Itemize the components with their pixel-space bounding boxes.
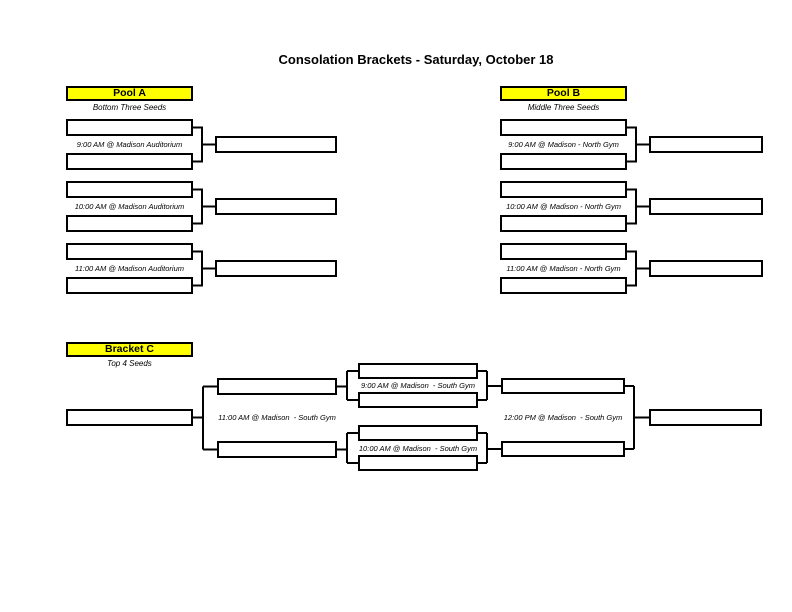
bracket-c-semi-2-loser-connector	[337, 433, 358, 463]
pool-b-match-2-label: 10:00 AM @ Madison - North Gym	[506, 202, 621, 211]
pool-a-header: Pool A	[66, 86, 193, 101]
bracket-c-game-1200-label: 12:00 PM @ Madison - South Gym	[503, 413, 623, 422]
pool-b-match-1-connector	[627, 128, 649, 162]
bracket-c-semi-2-winner-connector	[478, 433, 501, 463]
bracket-c-header: Bracket C	[66, 342, 193, 357]
pool-a-match-2-label: 10:00 AM @ Madison Auditorium	[74, 202, 185, 211]
pool-b-subtitle: Middle Three Seeds	[527, 103, 600, 112]
bracket-c-subtitle: Top 4 Seeds	[107, 359, 152, 368]
bracket-c-semi-1-winner-connector	[478, 371, 501, 400]
pool-a-subtitle: Bottom Three Seeds	[92, 103, 167, 112]
pool-a-match-1-label: 9:00 AM @ Madison Auditorium	[76, 140, 183, 149]
pool-a-match-1-connector	[193, 128, 215, 162]
pool-b-match-2-connector	[627, 190, 649, 224]
bracket-c-game-1100-label: 11:00 AM @ Madison - South Gym	[218, 413, 336, 422]
page-title: Consolation Brackets - Saturday, October 18	[278, 52, 554, 67]
bracket-c-final-connector	[625, 386, 649, 449]
bracket-c-consolation-connector	[193, 387, 217, 450]
pool-b-match-3-label: 11:00 AM @ Madison - North Gym	[506, 264, 621, 273]
pool-b-match-1-label: 9:00 AM @ Madison - North Gym	[508, 140, 619, 149]
pool-b-match-3-connector	[627, 252, 649, 286]
pool-a-match-2-connector	[193, 190, 215, 224]
pool-a-match-3-label: 11:00 AM @ Madison Auditorium	[74, 264, 185, 273]
bracket-c-semi-1-loser-connector	[337, 371, 358, 400]
bracket-c-game-900-label: 9:00 AM @ Madison - South Gym	[360, 381, 476, 390]
pool-b-header: Pool B	[500, 86, 627, 101]
bracket-c-game-1000-label: 10:00 AM @ Madison - South Gym	[358, 444, 478, 453]
pool-a-match-3-connector	[193, 252, 215, 286]
